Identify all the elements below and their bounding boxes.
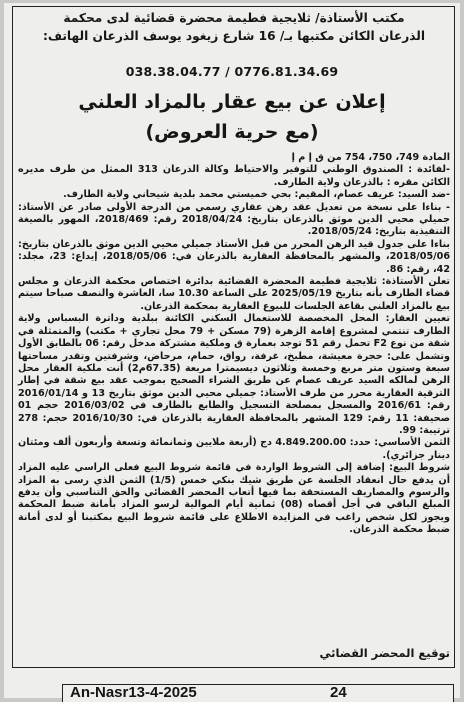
publication-date: An-Nasr13-4-2025 xyxy=(70,684,197,701)
legal-articles-line: المادة 749، 750، 754 من ق إ م إ xyxy=(291,152,450,163)
header-address-line: الذرعان الكائن مكتبها بـ/ 16 شارع زيغود يوسف الذرعان الهاتف: xyxy=(42,29,426,43)
auction-announcement-paragraph: تعلن الأستاذة: ثلايجية فطيمة المحضرة القضائية بدائرة اختصاص محكمة الذرعان و مجلس قضاء الطارف بأنه بتاريخ 2025/05/19 على الساعة 10.30 سا، العاشرة والنصف صباحا سيتم بيع بالمزاد العلني بقاعة الجلسات للبيوع العقارية بمحكمة الذرعان. xyxy=(18,276,450,312)
notice-title: إعلان عن بيع عقار بالمزاد العلني xyxy=(78,91,386,113)
sale-conditions-paragraph: شروط البيع: إضافة إلى الشروط الواردة في قائمة شروط البيع فعلى الراسي عليه المزاد أن يدفع حال انعقاد الجلسة عن طريق شيك بنكي خمس (1/5) الثمن الذي رسى به المزاد والرسوم والمصاريف المستحقة بما فيها أتعاب المحضر القضائي والحق التناسبي وأن يدفع المبلغ الباقي في أجل أقصاه (08) ثمانية أيام الموالية لرسو المزاد بأمانة ضبط المحكمة ويجوز لكل شخص راغب في المزايدة الاطلاع على قائمة شروط البيع بمكتبنا أو لدى أمانة ضبط محكمة الذرعان. xyxy=(18,462,451,536)
header-phone-numbers: 038.38.04.77 / 0776.81.34.69 xyxy=(125,64,339,79)
mortgage-registration-paragraph: بناءا على جدول قيد الرهن المحرر من قبل الأستاذ جميلي محيي الدين موثق بالذرعان بتاريخ: 2018/05/06، والمشهر بالمحافظة العقارية بالذرعان في: 2018/05/06، إيداع: 23، مجلد: 42، رقم: 86. xyxy=(18,238,450,275)
property-description-paragraph: تعيين العقار: المحل المخصصة للاستعمال السكني الكائنة ببلدية وداترة البسباس ولاية الطارف تنتمي لمشروع إقامة الزهرة (79 مسكن + 79 محل تجاري + مكتب) والمتمثلة في شقة من نوع F2 تحمل رقم 51 توجد بعمارة ق وملكية مشتركة مدخل رقم: 06 بالطابق الأول وتشمل على: حجرة معيشة، مطبخ، غرفة، رواق، حمام، مرحاض، وشرفتين وتقدر مساحتها سبعة وستون متر مربع وخمسة وثلاثون ديسيمترا مربعة (67.35م2) أنت ملكية العقار محل الرهن لمالكه السيد عريف عصام عن طريق الشراء الصحيح بموجب عقد بيع شقة في إطار الترقية العقارية محرر من طرف الأستاذ: جميلي محيي الدين موثق بتاريخ 13 و 2016/01/14 رقم: 2016/61 والمسجل بمصلحة التسجيل والطابع بالطارف في 2016/03/02 حجم 01 صحيفة: 11 رقم: 129 المشهر بالمحافظة العقارية بالذرعان في: 2016/10/30 حجم: 278 ترتيبة: 99. xyxy=(18,313,450,436)
base-price-paragraph: الثمن الأساسي: حدد: 4.849.200.00 دج (أربعة ملايين وثمانمائة وتسعة وأربعون ألف ومئتان دينار جزائري). xyxy=(18,437,450,461)
beneficiary-paragraph: -لفائدة : الصندوق الوطني للتوفير والاحتياط وكالة الذرعان 313 الممثل من طرف مديره الكائن مقره : بالذرعان ولاية الطارف. xyxy=(18,164,450,188)
debtor-paragraph: -ضد السيد: عريف عصام، المقيم: بحي خميستي محمد بلدية شيحاني ولاية الطارف. xyxy=(63,189,450,201)
notice-header xyxy=(16,9,452,45)
notice-body xyxy=(18,152,450,537)
mortgage-deed-paragraph: - بناءا على نسخة من تعديل عقد رهن عقاري رسمي من الدرجة الأولى صادر عن الأستاذ: جميلي محيي الدين موثق بالذرعان بتاريخ: 2018/04/24 رقم: 2018/469، المهور بالصيغة التنفيذية بتاريخ: 2018/05/24. xyxy=(18,201,450,238)
notice-subtitle: (مع حرية العروض) xyxy=(145,121,319,143)
page-number: 24 xyxy=(330,684,347,701)
bailiff-signature: توقيع المحضر القضائي xyxy=(319,646,450,660)
header-office-line: مكتب الأستاذة/ ثلايجية فطيمة محضرة قضائية لدى محكمة xyxy=(63,11,405,25)
